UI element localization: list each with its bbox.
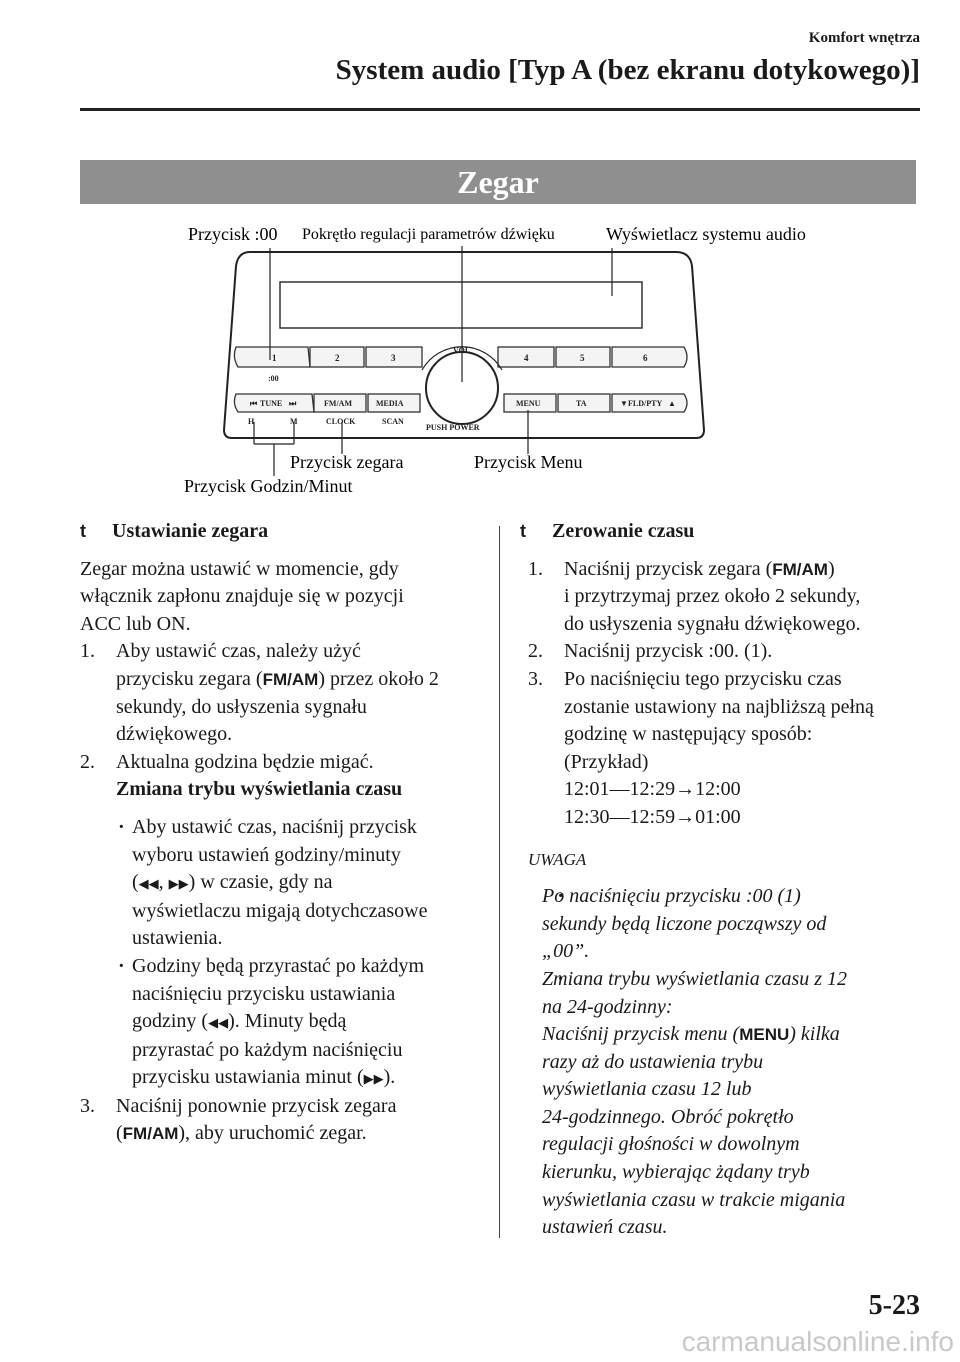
preset-5-label: 5 [580, 353, 585, 363]
fld-label: FLD/PTY [628, 399, 663, 408]
callout-clock: Przycisk zegara [290, 452, 404, 472]
section-marker-icon: t [80, 521, 86, 541]
left-bullet-2: · Godziny będą przyrastać po każdym naciśnięciu przycisku ustawiania godziny (◀◀). Minuty będą przyrastać po każdym naciśnięciu przycisku ustawiania minut (▶▶). [80, 953, 480, 1093]
section-header: Komfort wnętrza [808, 30, 920, 46]
intro-line-1: Zegar można ustawić w momencie, gdy [80, 557, 399, 580]
minute-button-icon: ▶▶ [168, 876, 189, 892]
section-banner: Zegar [80, 160, 916, 204]
preset-4-label: 4 [524, 353, 529, 363]
push-power-label: PUSH POWER [426, 423, 480, 432]
fmam-key: FM/AM [122, 1124, 179, 1144]
menu-key: MENU [739, 1025, 790, 1045]
hour-button-icon: ◀◀ [208, 1015, 229, 1031]
hour-button-icon: ◀◀ [138, 876, 159, 892]
clock-label: CLOCK [326, 417, 356, 426]
header-rule [80, 108, 920, 111]
audio-unit-diagram [0, 210, 960, 510]
media-label: MEDIA [376, 399, 404, 408]
intro-line-2: włącznik zapłonu znajduje się w pozycji [80, 585, 404, 608]
callout-display: Wyświetlacz systemu audio [606, 224, 806, 244]
fld-arrow-up-icon: ▲ [668, 399, 676, 408]
callout-hm: Przycisk Godzin/Minut [184, 476, 353, 496]
callout-btn00: Przycisk :00 [188, 224, 278, 244]
zero-label: :00 [268, 374, 279, 383]
note-bullet-1: · Po naciśnięciu przycisku :00 (1) sekundy będą liczone począwszy od „00”. [520, 883, 920, 966]
note-label: UWAGA [528, 849, 587, 869]
fmam-key: FM/AM [262, 669, 319, 689]
left-step-3: 3. Naciśnij ponownie przycisk zegara (FM/AM), aby uruchomić zegar. [80, 1094, 397, 1145]
scan-label: SCAN [382, 417, 404, 426]
watermark: carmanualsonline.info [681, 1326, 954, 1357]
column-divider [499, 526, 500, 1238]
right-step-3: 3. Po naciśnięciu tego przycisku czas zostanie ustawiony na najbliższą pełną godzinę w następujący sposób: (Przykład) 12:01―12:29→12:00 12:30―12:59→01:00 [528, 667, 874, 828]
intro-line-3: ACC lub ON. [80, 612, 191, 635]
seek-back-icon: ⏮ [250, 399, 258, 408]
page-title: System audio [Typ A (bez ekranu dotykowego)] [335, 54, 920, 86]
page-number: 5-23 [868, 1290, 920, 1321]
left-column [80, 518, 480, 1148]
right-step-2: 2. Naciśnij przycisk :00. (1). [528, 640, 773, 663]
seek-fwd-icon: ⏭ [289, 399, 297, 408]
right-column [520, 518, 920, 1242]
minute-button-icon: ▶▶ [363, 1071, 384, 1087]
ta-label: TA [576, 399, 587, 408]
preset-6-button[interactable] [612, 347, 687, 367]
audio-display [280, 282, 642, 328]
menu-label: MENU [516, 399, 541, 408]
fmam-key: FM/AM [772, 559, 828, 579]
fmam-label: FM/AM [324, 399, 352, 408]
right-step-1: 1. Naciśnij przycisk zegara (FM/AM) i przytrzymaj przez około 2 sekundy, do usłyszenia sygnału dźwiękowego. [528, 557, 861, 635]
section-marker-icon: t [520, 521, 526, 541]
preset-2-label: 2 [335, 353, 340, 363]
fld-arrow-down-icon: ▼ [620, 399, 628, 408]
tune-label: TUNE [260, 399, 283, 408]
preset-3-label: 3 [391, 353, 396, 363]
right-heading: t Zerowanie czasu [520, 518, 920, 546]
left-step-2: 2. Aktualna godzina będzie migać. Zmiana trybu wyświetlania czasu [80, 750, 403, 801]
preset-1-label: 1 [272, 353, 277, 363]
left-bullet-1: · Aby ustawić czas, naciśnij przycisk wyboru ustawień godziny/minuty (◀◀, ▶▶) w czasie, gdy na wyświetlaczu migają dotychczasowe ustawienia. [80, 814, 480, 953]
preset-6-label: 6 [643, 353, 648, 363]
left-heading: t Ustawianie zegara [80, 518, 480, 546]
h-label: H [248, 417, 255, 426]
vol-label: VOL [453, 346, 471, 355]
m-label: M [290, 417, 298, 426]
note-bullet-2: · Zmiana trybu wyświetlania czasu z 12 na 24-godzinny: Naciśnij przycisk menu (MENU) kilka razy aż do ustawienia trybu wyświetlania czasu 12 lub 24-godzinnego. Obróć pokrętło regulacji głośności w dowolnym kierunku, wybierając żądany tryb wyświetlania czasu w trakcie migania ustawień czasu. [520, 966, 920, 1242]
left-step-1: 1. Aby ustawić czas, należy użyć przycisku zegara (FM/AM) przez około 2 sekundy, do usłyszenia sygnału dźwiękowego. [80, 640, 439, 746]
callout-knob: Pokrętło regulacji parametrów dźwięku [302, 226, 555, 243]
callout-menu: Przycisk Menu [474, 452, 583, 472]
